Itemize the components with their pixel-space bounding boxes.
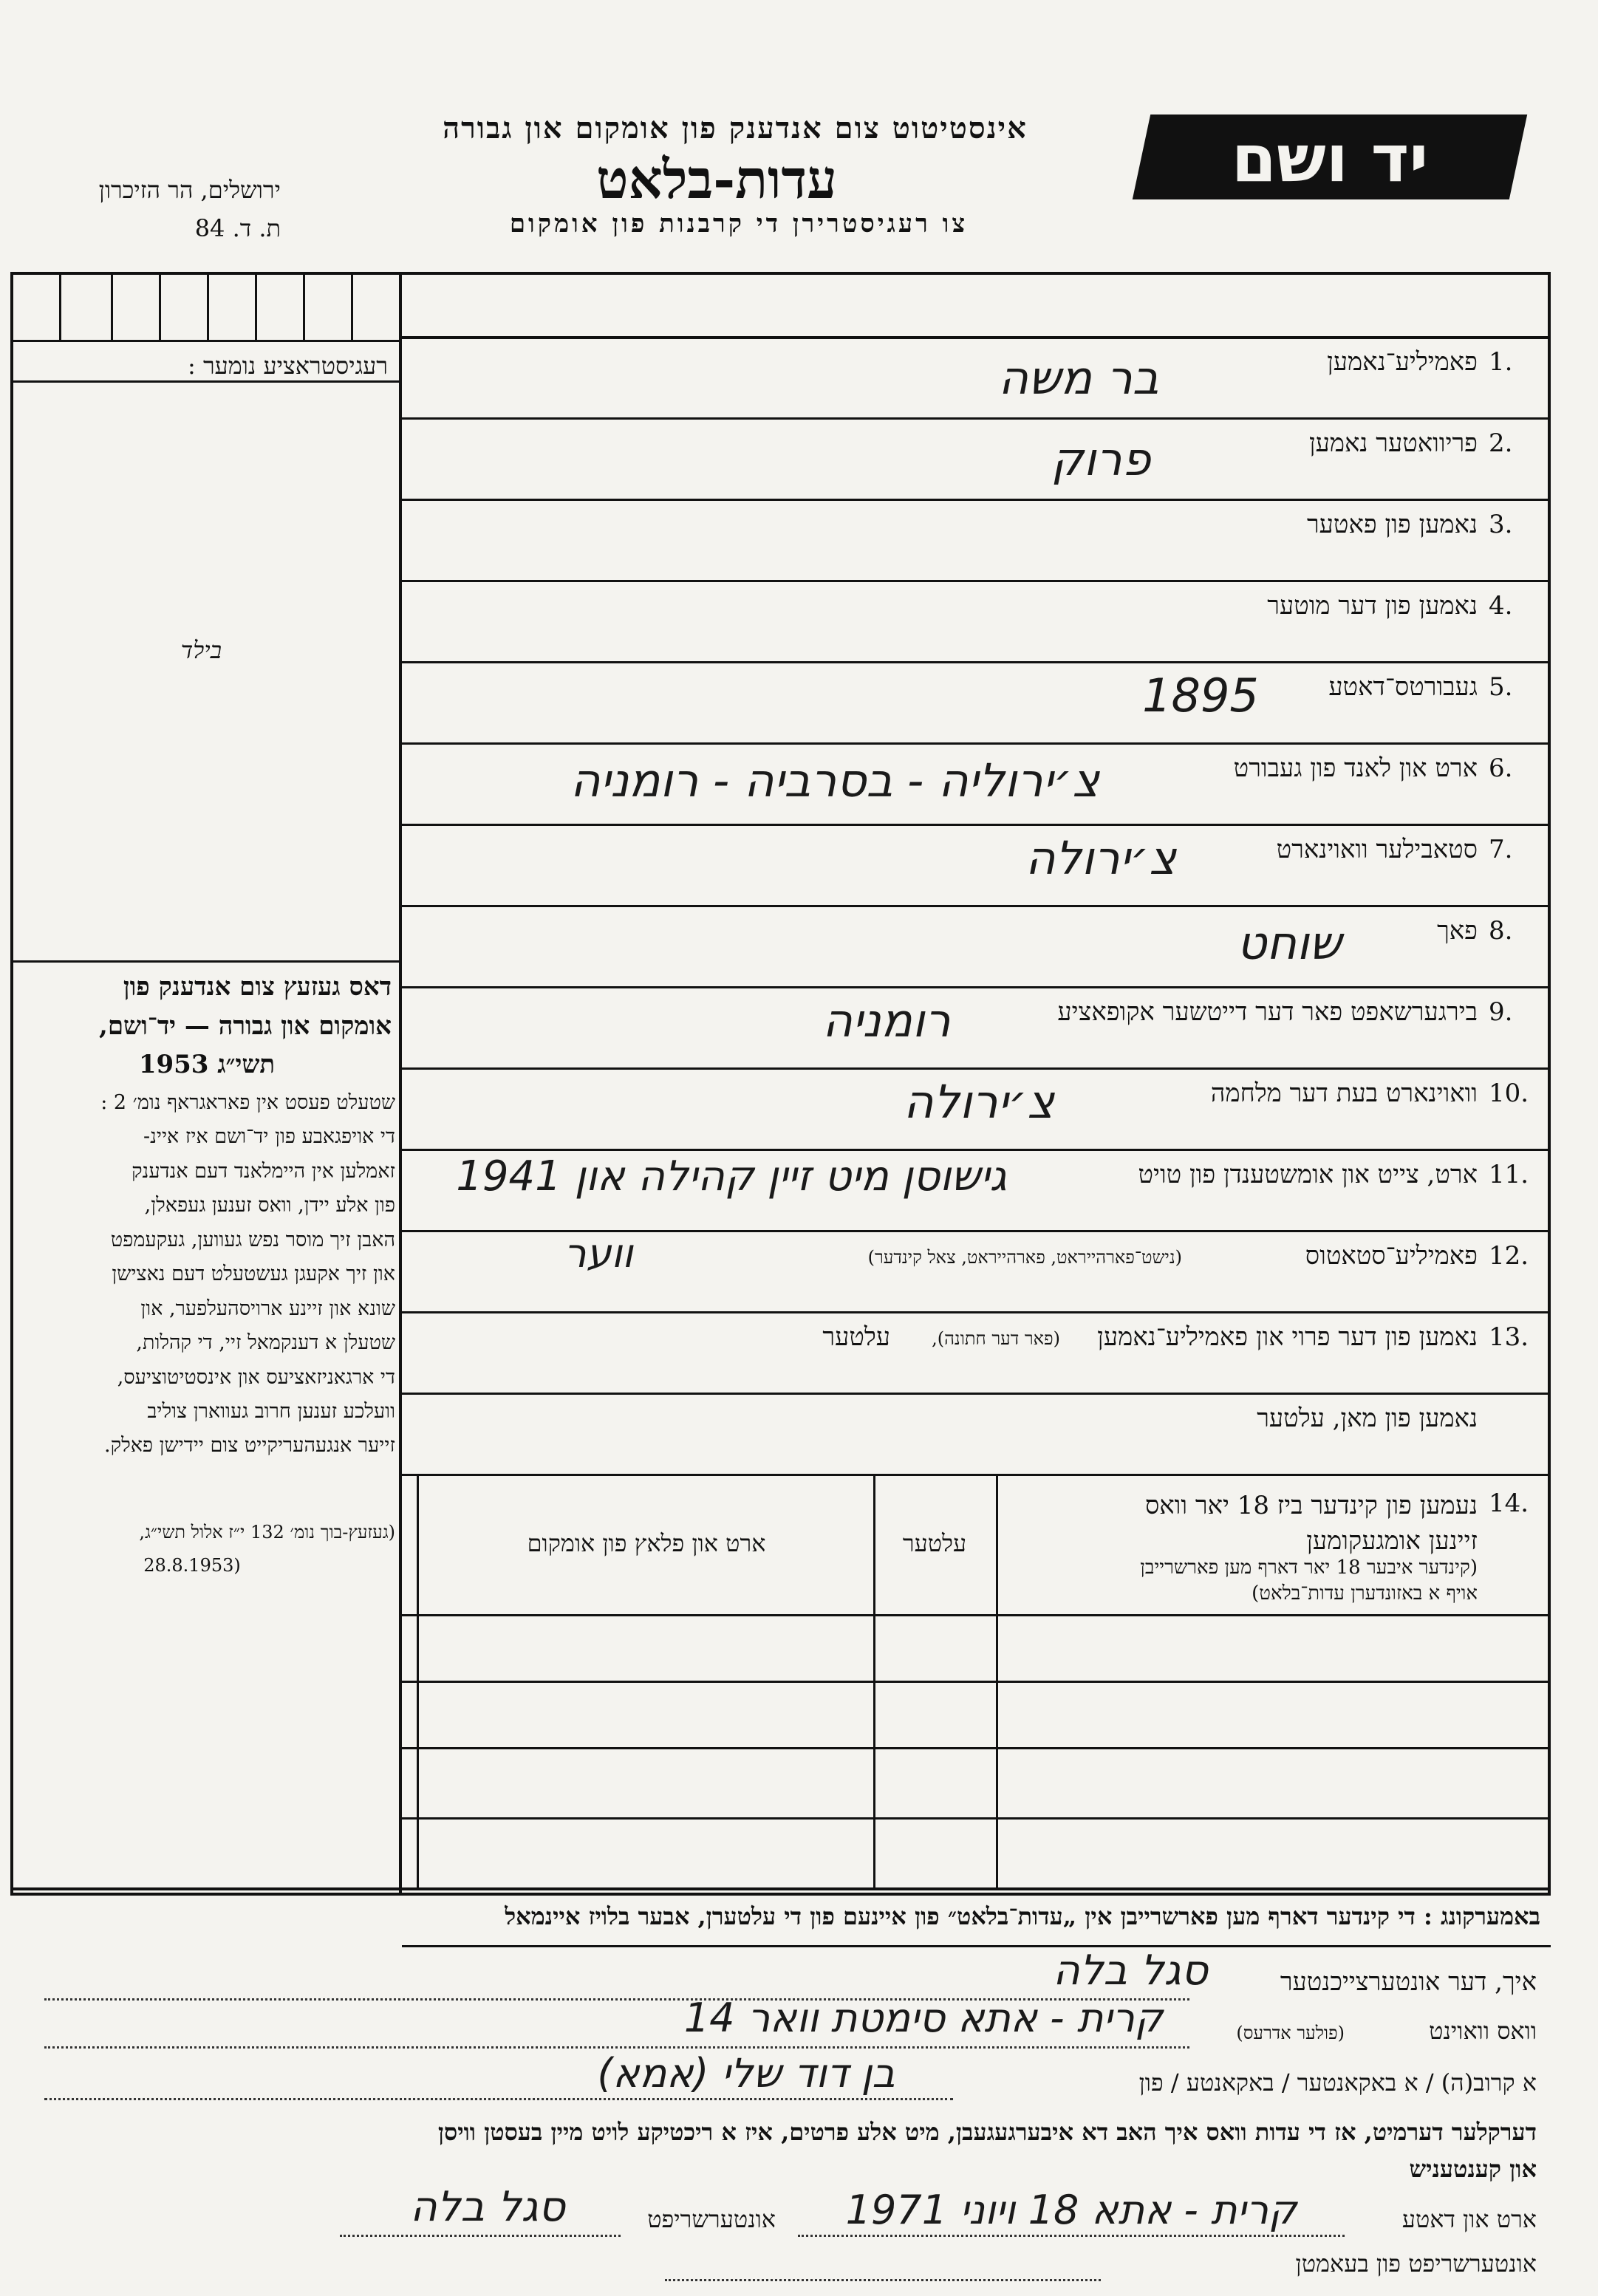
residence-value[interactable]: צ׳ירולה <box>1025 831 1177 885</box>
citizenship-value[interactable]: רומניה <box>822 994 951 1048</box>
photo-label: בילד <box>180 636 222 664</box>
children-header-line: זיינען אומגעקומען <box>1306 1525 1478 1556</box>
row-line <box>402 824 1551 826</box>
law-body <box>15 1086 395 1463</box>
row-line <box>402 1474 1551 1476</box>
war-residence-label: וואוינארט בעת דער מלחמה <box>1210 1079 1478 1108</box>
law-line: און זיך אקעגן געשטעלט דעם נאצישן <box>112 1263 395 1286</box>
row-line <box>402 742 1551 745</box>
remark-line <box>402 1945 1551 1947</box>
remark: באמערקונג : די קינדער דארף מען פארשרייבן אין „עדות־בלאט״ פון איינעם פון די עלטערן, אבער בלויז איינמאל <box>505 1902 1540 1930</box>
signature-label: אונטערשריפט <box>647 2205 776 2233</box>
cell-divider <box>111 272 113 340</box>
father-name-label: נאמען פון פאטער <box>1306 510 1478 539</box>
official-signature-label: אונטערשריפט פון בעאמטן <box>1295 2249 1537 2278</box>
address-value[interactable]: קרית - אתא סימטת וואר 14 <box>683 1995 1164 2041</box>
wife-name-label: נאמען פון דער פרוי און פאמיליע־נאמען <box>1097 1322 1478 1352</box>
table-bottom-line <box>10 1887 1551 1890</box>
address-line <box>44 2046 1189 2049</box>
institute-name: אינסטיטוט צום אנדענק פון אומקום און גבורה <box>443 111 1028 146</box>
law-line: פון אלע יידן, וואס זענען געפאלן, <box>144 1194 395 1217</box>
field-number: 1. <box>1489 347 1513 377</box>
declaration-line: און קענטעניש <box>1409 2154 1537 2183</box>
registration-number-label: רעגיסטראציע נומער : <box>187 352 388 380</box>
law-line: זאמלען אין היימלאנד דעם אנדענק <box>132 1159 395 1183</box>
official-signature-line <box>665 2279 1101 2281</box>
po-box: ת. ד. 84 <box>194 214 281 242</box>
page-title: עדות-בלאט <box>596 148 837 211</box>
children-note-line: אויף א באזונדערן עדות־בלאט) <box>1252 1582 1478 1605</box>
place-date-line <box>798 2235 1345 2237</box>
birth-place-value[interactable]: צ׳ירוליה - בסרביה - רומניה <box>570 754 1099 807</box>
field-number: 2. <box>1489 428 1513 458</box>
cell-divider <box>303 272 305 340</box>
wife-name-note: (פאר דער חתונה), <box>932 1328 1060 1349</box>
law-line: שונא און זיינע ארויסהעלפער, און <box>140 1296 395 1320</box>
children-note-line: (קינדער איבער 18 יאר דארף מען פארשרייבן <box>1140 1557 1478 1579</box>
address-note: (פולער אדרעס) <box>1236 2023 1345 2043</box>
cell-divider <box>59 272 61 340</box>
field-number: 12. <box>1489 1241 1529 1271</box>
row-line <box>402 905 1551 907</box>
law-title-line: אומקום און גבורה — יד־ושם, <box>98 1011 392 1041</box>
yad-vashem-logo: יד ושם <box>1231 120 1429 197</box>
stub-cells-bottom <box>10 340 402 342</box>
family-status-value[interactable]: ווער <box>564 1230 633 1277</box>
family-name-value[interactable]: בר משה <box>998 351 1159 405</box>
row-line <box>402 499 1551 501</box>
profession-value[interactable]: שוחט <box>1237 916 1342 970</box>
family-status-label: פאמיליע־סטאטוס <box>1305 1241 1478 1271</box>
cell-divider <box>255 272 257 340</box>
cell-divider <box>351 272 353 340</box>
row-line <box>402 1311 1551 1313</box>
declaration <box>15 2114 1537 2187</box>
children-note <box>990 1555 1478 1607</box>
row-line <box>402 580 1551 582</box>
field-number: 4. <box>1489 591 1513 621</box>
children-header <box>1005 1489 1478 1559</box>
first-name-value[interactable]: פרוק <box>1051 432 1151 486</box>
law-title-line: דאס געזעץ צום אנדענק פון <box>123 972 392 1002</box>
field-number: 13. <box>1489 1322 1529 1352</box>
law-line: שטעלן א דענקמאל זיי, די קהלות, <box>136 1331 395 1355</box>
photo-box-bottom <box>10 960 402 963</box>
page-subtitle: צו רעגיסטרירן די קרבנות פון אומקום <box>509 209 969 239</box>
birth-date-label: געבורטס־דאטע <box>1328 672 1478 702</box>
signature-value[interactable]: סגל בלה <box>410 2183 565 2231</box>
law-line: די ארגאניזאציעס און אינסטיטוציעס, <box>117 1365 395 1389</box>
table-row-line <box>402 1681 1551 1683</box>
birth-date-value[interactable]: 1895 <box>1142 669 1259 722</box>
location: ירושלים, הר הזיכרון <box>98 176 281 204</box>
cell-divider <box>159 272 161 340</box>
law-line: וועלכע זענען חרוב געווארן צוליב <box>147 1399 395 1423</box>
citizenship-label: בירגערשאפט פאר דער דייטשער אקופאציע <box>1057 997 1478 1027</box>
address-label: וואס וואוינט <box>1429 2017 1537 2045</box>
relation-label: א קרוב(ה) / א באקאנטער / באקאנטע / פון <box>1138 2068 1537 2097</box>
law-date: (28.8.1953 <box>143 1555 241 1576</box>
field-number: 6. <box>1489 754 1513 783</box>
children-header-line: נעמען פון קינדער ביז 18 יאר וואס <box>1144 1491 1478 1520</box>
declaration-line: דערקלער דערמיט, אז די עדות וואס איך האב דא איבערגעגעבן, מיט אלע פרטים, איז א ריכטיקע לויט מיין בעסטן וויסן <box>437 2118 1537 2146</box>
cell-divider <box>207 272 209 340</box>
profession-label: פאך <box>1437 916 1478 946</box>
field-number: 9. <box>1489 997 1513 1027</box>
husband-name-label: נאמען פון מאן, עלטער <box>1257 1404 1478 1433</box>
row-line <box>402 1067 1551 1070</box>
row-line <box>402 986 1551 988</box>
law-title-line: תשי״ג 1953 <box>138 1050 276 1080</box>
col-place-header: ארט און פלאץ פון אומקום <box>527 1529 766 1557</box>
table-row-line <box>402 1817 1551 1820</box>
stub-divider <box>399 272 402 1896</box>
law-line: האבן זיך מוסר נפש געווען, געקעמפט <box>110 1228 395 1251</box>
row-line <box>402 1393 1551 1395</box>
place-date-label: ארט און דאטע <box>1401 2205 1537 2233</box>
relation-line <box>44 2098 953 2100</box>
residence-label: סטאבילער וואוינארט <box>1276 835 1478 864</box>
field-number: 7. <box>1489 835 1513 864</box>
wife-age-label: עלטער <box>822 1322 890 1352</box>
table-row-line <box>402 1747 1551 1749</box>
field-number: 8. <box>1489 916 1513 946</box>
death-circumstances-value[interactable]: גישוסן מיט זיין קהילה און 1941 <box>456 1152 1007 1200</box>
law-title <box>22 968 392 1084</box>
law-source: (געזעץ-בוך נומ׳ 132 י״ז אלול תשי״ג, <box>139 1522 395 1542</box>
signer-label: איך, דער אונטערצייכנטער <box>1280 1967 1537 1997</box>
mother-name-label: נאמען פון דער מוטער <box>1267 591 1478 621</box>
row-line <box>402 1149 1551 1151</box>
field-number: 11. <box>1489 1160 1529 1189</box>
birth-place-label: ארט און לאנד פון געבורט <box>1233 754 1478 783</box>
family-name-label: פאמיליע־נאמען <box>1327 347 1478 377</box>
death-circumstances-label: ארט, צייט און אומשטענדן פון טויט <box>1138 1160 1478 1189</box>
field-number: 14. <box>1489 1489 1529 1518</box>
relation-value[interactable]: בן דוד שלי (אמא) <box>597 2050 895 2097</box>
row-line <box>402 417 1551 420</box>
law-line: די אויפגאבע פון יד־ושם איז איינ- <box>143 1125 395 1149</box>
family-status-note: (נישט־פארהייראט, פארהייראט, צאל קינדער) <box>867 1247 1182 1268</box>
col-age-header: עלטער <box>902 1529 967 1557</box>
place-date-value[interactable]: קרית - אתא 18 ויוני 1971 <box>845 2187 1297 2233</box>
war-residence-value[interactable]: צ׳ירולה <box>903 1075 1055 1129</box>
law-line: זייער אנגעהעריקייט צום יידישן פאלק. <box>104 1434 395 1458</box>
first-name-label: פריוואטער נאמען <box>1308 428 1478 458</box>
signer-value[interactable]: סגל בלה <box>1053 1947 1208 1995</box>
field-number: 5. <box>1489 672 1513 702</box>
table-row-line <box>402 1614 1551 1616</box>
row-line <box>402 336 1551 339</box>
signature-line <box>340 2235 621 2237</box>
row-line <box>402 661 1551 663</box>
law-line: שטעלט פעסט אין פאראגראף נומ׳ 2 : <box>100 1091 395 1114</box>
field-number: 3. <box>1489 510 1513 539</box>
field-number: 10. <box>1489 1079 1529 1108</box>
